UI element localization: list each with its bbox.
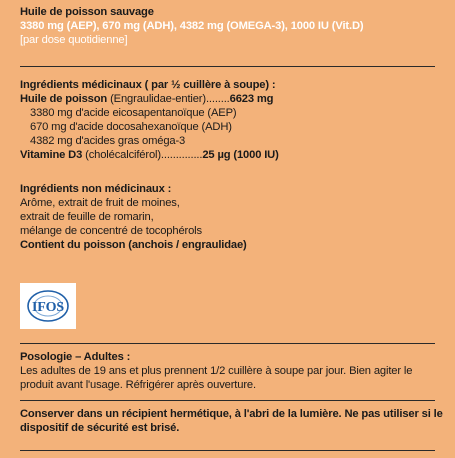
fish-oil-name: Huile de poisson xyxy=(20,93,108,105)
medicinal-ingredients xyxy=(20,78,435,162)
dosage-text: Les adultes de 19 ans et plus prennent 1/2 cuillère à soupe par jour. Bien agiter le xyxy=(20,365,413,377)
omega3-row: 4382 mg d'acides gras oméga-3 xyxy=(30,135,186,147)
fish-oil-row xyxy=(20,92,435,106)
ifos-logo-text: IFOS xyxy=(31,300,65,315)
per-dose-note: [par dose quotidienne] xyxy=(20,34,128,46)
vitd-name: Vitamine D3 xyxy=(20,149,83,161)
ifos-certification-icon xyxy=(20,283,76,329)
fish-oil-source: (Engraulidae-entier)........ xyxy=(107,93,230,105)
fish-oil-amount: 6623 mg xyxy=(229,93,274,105)
vitd-amount: 25 µg (1000 IU) xyxy=(202,149,279,161)
divider xyxy=(20,343,435,344)
dha-row: 670 mg d'acide docosahexanoïque (ADH) xyxy=(30,121,232,133)
vitd-source: (cholécalciférol).............. xyxy=(82,149,203,161)
epa-row: 3380 mg d'acide eicosapentanoïque (AEP) xyxy=(30,107,237,119)
storage-section xyxy=(20,407,443,435)
storage-text: Conserver dans un récipient hermétique, à l'abri de la lumière. Ne pas utiliser si le xyxy=(20,408,443,420)
divider xyxy=(20,66,435,67)
non-medicinal-ingredients xyxy=(20,182,435,252)
dosage-section xyxy=(20,350,435,392)
non-medicinal-item: mélange de concentré de tocophérols xyxy=(20,225,202,237)
dosage-heading: Posologie – Adultes : xyxy=(20,351,131,363)
non-medicinal-heading: Ingrédients non médicinaux : xyxy=(20,183,172,195)
product-title: Huile de poisson sauvage xyxy=(20,6,154,18)
medicinal-heading: Ingrédients médicinaux ( par ½ cuillère à soupe) : xyxy=(20,79,276,91)
divider xyxy=(20,450,435,451)
storage-text: dispositif de sécurité est brisé. xyxy=(20,422,180,434)
non-medicinal-item: Arôme, extrait de fruit de moines, xyxy=(20,197,180,209)
product-amounts: 3380 mg (AEP), 670 mg (ADH), 4382 mg (OMEGA-3), 1000 IU (Vit.D) xyxy=(20,20,364,32)
dosage-text: produit avant l'usage. Réfrigérer après ouverture. xyxy=(20,379,256,391)
allergen-statement: Contient du poisson (anchois / engraulidae) xyxy=(20,239,247,251)
vitamin-d3-row xyxy=(20,148,435,162)
ifos-logo xyxy=(20,283,76,329)
divider xyxy=(20,400,435,401)
non-medicinal-item: extrait de feuille de romarin, xyxy=(20,211,154,223)
product-header xyxy=(20,5,435,47)
